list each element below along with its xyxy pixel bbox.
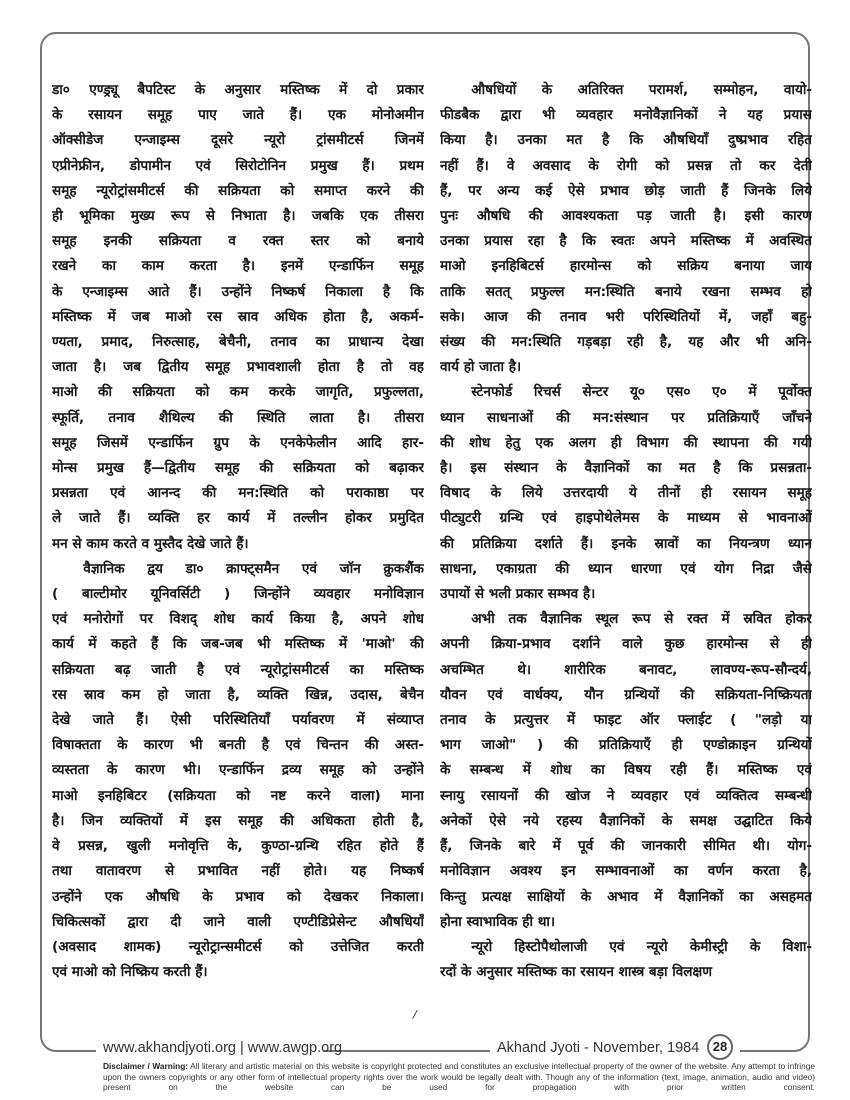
stray-mark: / [413, 1008, 417, 1021]
text-line: ही भूमिका मुख्य रूप से निभाता है। जबकि एक तीसरा [52, 208, 424, 225]
text-line: हैं, पर अन्य कई ऐसे प्रभाव छोड़ जाती हैं जिनके लिये [440, 182, 812, 199]
text-line: अनेकों ऐसे नये रहस्य वैज्ञानिकों के समक्ष उद्घाटित किये [440, 812, 812, 829]
text-line: अपनी क्रिया-प्रभाव दर्शाने वाले कुछ हारमोन्स से ही [440, 636, 812, 653]
paragraph [52, 78, 424, 557]
text-line: स्फूर्ति, तनाव शैथिल्य की स्थिति लाता है। तीसरा [52, 409, 424, 426]
text-line: ताकि सतत् प्रफुल्ल मन:स्थिति बनाये रखना सम्भव हो [440, 283, 812, 300]
text-line: ले जाते हैं। व्यक्ति हर कार्य में तल्लीन होकर प्रमुदित [52, 510, 424, 527]
paragraph [440, 607, 812, 935]
text-line: रस स्राव कम हो जाता है, व्यक्ति खिन्न, उदास, बेचैन [52, 686, 424, 703]
text-line: वार्य हो जाता है। [440, 359, 522, 376]
text-line: साधना, एकाग्रता की ध्यान धारणा एवं योग निद्रा जैसे [440, 560, 812, 577]
text-line: उपायों से भली प्रकार सम्भव है। [440, 586, 596, 603]
text-line: समूह न्यूरोट्रांसमीटर्स की सक्रियता को समाप्त करने की [52, 182, 424, 199]
text-line: माओ इनहिबिटर्स हारमोन्स को सक्रिय बनाया जाय [440, 258, 812, 275]
right-column [440, 78, 812, 985]
magazine-issue: Akhand Jyoti - November, 1984 [497, 1040, 700, 1056]
text-line: रदों के अनुसार मस्तिष्क का रसायन शास्त्र बड़ा विलक्षण [440, 964, 713, 981]
paragraph [440, 935, 812, 985]
text-line: मस्तिष्क में जब माओ रस स्राव अधिक होता है, अकर्म- [52, 308, 424, 325]
text-line: उनका प्रयास रहा है कि स्वतः अपने मस्तिष्क में अवस्थित [440, 233, 812, 250]
text-line: औषधियों के अतिरिक्त परामर्श, सम्मोहन, वायो- [471, 82, 812, 98]
text-line: (अवसाद शामक) न्यूरोट्रान्समीटर्स को उत्तेजित करती [52, 938, 424, 955]
text-line: समूह इनकी सक्रियता व रक्त स्तर को बनाये [52, 233, 424, 250]
disclaimer-label: Disclaimer / Warning: [103, 1061, 189, 1071]
left-column [52, 78, 424, 985]
disclaimer-text: All literary and artistic material on this website is copyright protected and constitutes an exclusive intellectual property of the owner of the website. Any attempt to infringe upon the owners copyrights or any other form of intellectual property rights over the work would be legally dealt with. Though any of the information (text, image, animation, audio and video) present on the website can be used for propagation with prior written consent. [103, 1061, 815, 1092]
text-line: माओ इनहिबिटर (सक्रियता को नष्ट करने वाला) माना [52, 787, 424, 804]
text-line: भाग जाओ" ) की प्रतिक्रियाएँ ही एण्डोक्राइन ग्रन्थियों [440, 737, 812, 754]
text-line: किया है। उनका मत है कि औषधियाँ दुष्प्रभाव रहित [440, 132, 812, 149]
text-line: तनाव के प्रत्युत्तर में फाइट ऑर फ्लाईट ( "लड़ो या [440, 712, 812, 729]
text-line: देखे जाते हैं। ऐसी परिस्थितियाँ पर्यावरण में संव्याप्त [52, 712, 424, 729]
text-line: ध्यान साधनाओं की मन:संस्थान पर प्रतिक्रियाएँ जाँचने [440, 409, 812, 426]
text-line: की प्रतिक्रिया दर्शाते हैं। इनके स्रावों का नियन्त्रण ध्यान [440, 535, 812, 552]
text-line: ( बाल्टीमोर यूनिवर्सिटी ) जिन्होंने व्यवहार मनोविज्ञान [52, 586, 424, 603]
text-line: एप्रीनेफ्रीन, डोपामीन एवं सिरोटोनिन प्रमुख हैं। प्रथम [52, 157, 424, 174]
text-line: पुनः औषधि की आवश्यकता पड़ जाती है। इसी कारण [440, 208, 812, 225]
text-line: व्यस्तता के कारण भी। एन्डार्फिन द्रव्य समूह को उन्होंने [52, 762, 424, 779]
text-line: स्टेनफोर्ड रिचर्स सेन्टर यू० एस० ए० में पूर्वोक्त [471, 384, 812, 401]
text-line: फीडबैक द्वारा भी व्यवहार मनोवैज्ञानिकों ने यह प्रयास [440, 107, 812, 124]
site-links[interactable]: www.akhandjyoti.org | www.awgp.org [103, 1040, 343, 1056]
text-line: है। जिन व्यक्तियों में इस समूह की अधिकता होती है, [52, 812, 424, 829]
text-line: माओ की सक्रियता को कम करके जागृति, प्रफुल्लता, [52, 384, 424, 401]
text-line: विषाद के लिये उत्तरदायी ये तीनों ही रसायन समूह [440, 485, 812, 502]
paragraph [440, 380, 812, 607]
paragraph [440, 78, 812, 380]
text-line: स्नायु रसायनों की खोज ने व्यवहार एवं व्यक्तित्व सम्बन्धी [440, 787, 812, 804]
text-line: एवं मनोरोगों पर विशद् शोध कार्य किया है, अपने शोध [52, 611, 424, 628]
text-line: डा० एण्ड्र्यू बैपटिस्ट के अनुसार मस्तिष्क में दो प्रकार [52, 82, 424, 98]
text-line: नहीं हैं। वे अवसाद के रोगी को प्रसन्न तो कर देती [440, 157, 812, 174]
text-line: विषाक्तता के कारण भी बनती है एवं चिन्तन की अस्त- [52, 737, 424, 754]
text-line: होना स्वाभाविक ही था। [440, 913, 556, 930]
text-line: मोन्स प्रमुख हैं—द्वितीय समूह की सक्रियता को बढ़ाकर [52, 460, 424, 477]
page-number: 28 [707, 1034, 733, 1060]
text-line: की शोध हेतु एक अलग ही विभाग की स्थापना की गयी [440, 434, 812, 451]
text-line: सक्रियता बढ़ जाती है एवं न्यूरोट्रांसमीटर्स का मस्तिष्क [52, 661, 424, 678]
disclaimer [103, 1061, 815, 1093]
text-line: जाता है। जब द्वितीय समूह प्रभावशाली होता है तो वह [52, 359, 424, 376]
text-line: यौवन एवं वार्धक्य, यौन ग्रन्थियों की सक्रियता-निष्क्रियता [440, 686, 812, 703]
text-line: एवं माओ को निष्क्रिय करती हैं। [52, 964, 208, 981]
text-line: वैज्ञानिक द्वय डा० क्राफ्ट्समैन एवं जॉन क्रुकशैंक [83, 560, 424, 577]
text-line: के एन्जाइम्स आते हैं। उन्होंने निष्कर्ष निकाला है कि [52, 283, 424, 300]
text-line: अचम्भित थे। शारीरिक बनावट, लावण्य-रूप-सौन्दर्य, [440, 661, 812, 678]
text-line: अभी तक वैज्ञानिक स्थूल रूप से रक्त में स्रवित होकर [471, 611, 812, 628]
footer [0, 1040, 850, 1060]
text-line: वे प्रसन्न, खुली मनोवृत्ति के, कुण्ठा-ग्रन्थि रहित होते हैं [52, 838, 424, 855]
text-line: न्यूरो हिस्टोपैथोलाजी एवं न्यूरो केमीस्ट्री के विशा- [471, 938, 812, 955]
text-line: के सम्बन्ध में शोध का विषय रही हैं। मस्तिष्क एवं [440, 762, 812, 779]
text-line: उन्होंने एक औषधि के प्रभाव को देखकर निकाला। [52, 888, 424, 905]
paragraph [52, 557, 424, 985]
text-line: किन्तु प्रत्यक्ष साक्षियों के अभाव में वैज्ञानिकों का असहमत [440, 888, 812, 905]
text-line: कार्य में कहते हैं कि जब-जब भी मस्तिष्क में 'माओ' की [52, 636, 424, 653]
text-line: मनोविज्ञान अवश्य इन सम्भावनाओं का वर्णन करता है, [440, 863, 812, 880]
text-line: चिकित्सकों द्वारा दी जाने वाली एण्टीडिप्रेसेन्ट औषधियाँ [52, 913, 424, 930]
text-line: प्रसन्नता एवं आनन्द की मन:स्थिति को पराकाष्ठा पर [52, 485, 424, 502]
text-line: के रसायन समूह पाए जाते हैं। एक मोनोअमीन [52, 107, 424, 124]
text-line: तथा वातावरण से प्रभावित नहीं होते। यह निष्कर्ष [52, 863, 424, 880]
text-line: समूह जिसमें एन्डार्फिन ग्रुप के एनकेफेलीन आदि हार- [52, 434, 424, 451]
text-line: है। इस संस्थान के वैज्ञानिकों का मत है कि प्रसन्नता- [440, 460, 812, 477]
text-line: हैं, जिनके बारे में पूर्व की जानकारी सीमित थी। योग- [440, 838, 812, 855]
text-line: संख्य की मन:स्थिति गड़बड़ा रही है, यह और भी अनि- [440, 334, 812, 351]
text-line: ण्यता, प्रमाद, निरुत्साह, बेचैनी, तनाव का प्राधान्य देखा [52, 334, 424, 351]
text-line: ऑक्सीडेज एन्जाइम्स दूसरे न्यूरो ट्रांसमीटर्स जिनमें [52, 132, 424, 149]
text-line: रखने का काम करता है। इनमें एन्डार्फिन समूह [52, 258, 424, 275]
text-line: पीट्युटरी ग्रन्थि एवं हाइपोथेलेमस के माध्यम से भावनाओं [440, 510, 812, 527]
text-line: सके। आज की तनाव भरी परिस्थितियों में, जहाँ बहु- [440, 308, 812, 325]
footer-rule-left [342, 1050, 482, 1052]
text-line: मन से काम करते व मुस्तैद देखे जाते हैं। [52, 535, 249, 552]
